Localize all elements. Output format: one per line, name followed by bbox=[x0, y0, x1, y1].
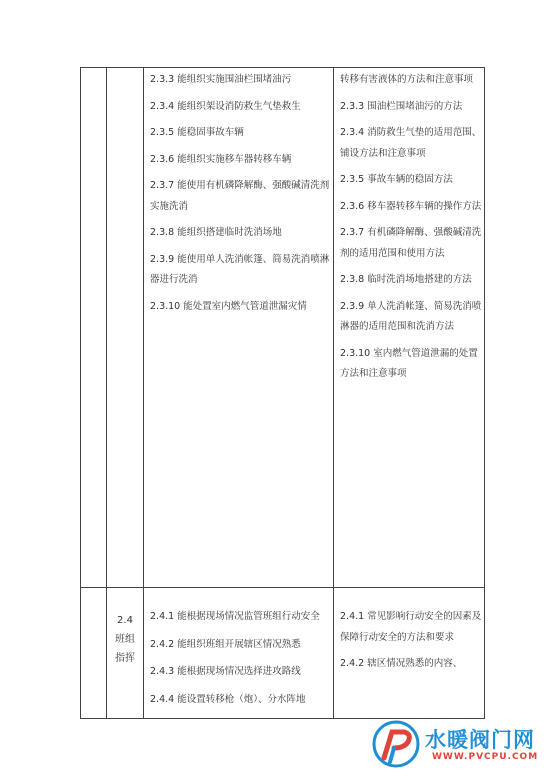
brand-url: WWW.PVCPU.COM bbox=[432, 752, 539, 762]
knowledge-list bbox=[334, 588, 484, 675]
empty-cell bbox=[81, 588, 107, 719]
section-title-line: 班组 bbox=[115, 634, 135, 645]
knowledge-item: 2.3.9 单人洗消帐篷、简易洗消喷淋器的适用范围和洗消方法 bbox=[340, 300, 482, 332]
table-row bbox=[81, 68, 485, 588]
knowledge-item: 2.4.1 常见影响行动安全的因素及保障行动安全的方法和要求 bbox=[340, 611, 482, 643]
section-number: 2.4 bbox=[117, 615, 133, 626]
skill-item: 2.3.5 能稳固事故车辆 bbox=[150, 127, 244, 138]
knowledge-list bbox=[334, 68, 484, 385]
skills-cell bbox=[144, 588, 334, 719]
knowledge-item: 2.3.4 消防救生气垫的适用范围、铺设方法和注意事项 bbox=[340, 127, 482, 159]
skill-item: 2.3.9 能使用单人洗消帐篷、简易洗消喷淋器进行洗消 bbox=[150, 253, 330, 285]
standards-table bbox=[80, 67, 485, 719]
empty-cell bbox=[81, 68, 107, 588]
brand-logo-icon bbox=[370, 718, 422, 770]
knowledge-item: 2.4.2 辖区情况熟悉的内容、 bbox=[340, 658, 463, 669]
knowledge-cell bbox=[334, 588, 485, 719]
knowledge-item: 2.3.8 临时洗消场地搭建的方法 bbox=[340, 274, 472, 285]
skill-item: 2.3.7 能使用有机磷降解酶、强酸碱清洗剂实施洗消 bbox=[150, 180, 330, 212]
section-title-line: 指挥 bbox=[115, 653, 135, 664]
skill-item: 2.4.4 能设置转移枪（炮）、分水阵地 bbox=[150, 693, 306, 705]
knowledge-item: 2.3.5 事故车辆的稳固方法 bbox=[340, 174, 453, 185]
brand-name: 水暖阀门网 bbox=[425, 728, 535, 752]
skill-item: 2.3.6 能组织实施移车器转移车辆 bbox=[150, 153, 292, 165]
skill-item: 2.3.10 能处置室内燃气管道泄漏灾情 bbox=[150, 300, 307, 312]
skill-item: 2.3.4 能组织架设消防救生气垫救生 bbox=[150, 100, 301, 112]
skills-cell bbox=[144, 68, 334, 588]
watermark bbox=[370, 718, 540, 770]
section-cell bbox=[107, 588, 144, 719]
table-row bbox=[81, 588, 485, 719]
section-heading bbox=[107, 588, 143, 668]
skill-item: 2.4.2 能组织班组开展辖区情况熟悉 bbox=[150, 638, 301, 650]
skills-list bbox=[144, 68, 333, 317]
knowledge-item: 2.3.3 围油栏围堵油污的方法 bbox=[340, 100, 463, 112]
knowledge-cell bbox=[334, 68, 485, 588]
knowledge-item: 2.3.6 移车器转移车辆的操作方法 bbox=[340, 200, 482, 212]
skills-list bbox=[144, 588, 333, 710]
knowledge-item: 转移有害液体的方法和注意事项 bbox=[340, 74, 474, 85]
skill-item: 2.3.3 能组织实施围油栏围堵油污 bbox=[150, 74, 292, 85]
skill-item: 2.3.8 能组织搭建临时洗消场地 bbox=[150, 227, 282, 238]
knowledge-item: 2.3.7 有机磷降解酶、强酸碱清洗剂的适用范围和使用方法 bbox=[340, 227, 482, 259]
knowledge-item: 2.3.10 室内燃气管道泄漏的处置方法和注意事项 bbox=[340, 347, 478, 379]
section-cell bbox=[107, 68, 144, 588]
skill-item: 2.4.3 能根据现场情况选择进攻路线 bbox=[150, 666, 301, 677]
skill-item: 2.4.1 能根据现场情况监管班组行动安全 bbox=[150, 611, 320, 622]
